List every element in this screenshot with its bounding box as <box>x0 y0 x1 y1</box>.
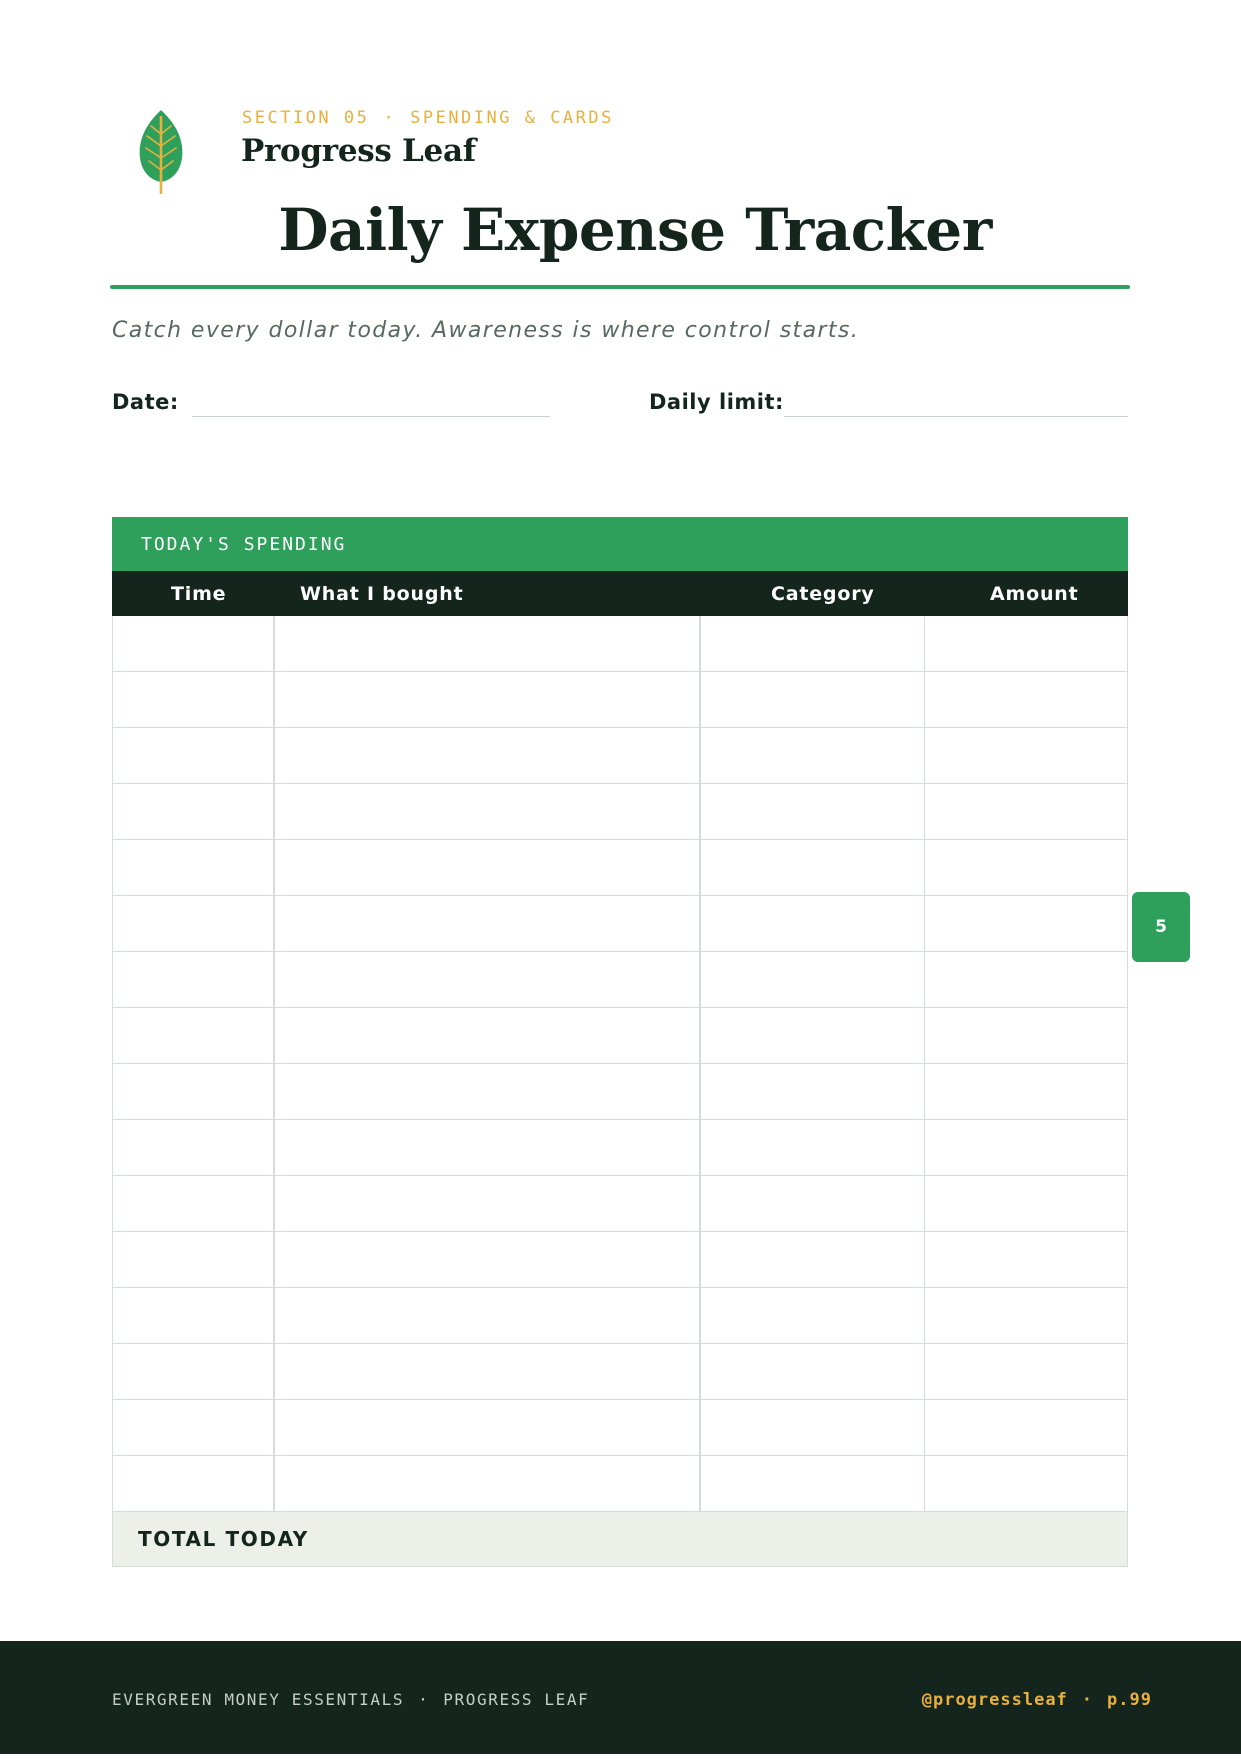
footer-series: EVERGREEN MONEY ESSENTIALS <box>112 1690 405 1709</box>
separator-dot: · <box>1081 1690 1094 1710</box>
category-cell[interactable] <box>701 1008 925 1063</box>
table-row <box>113 1456 1127 1512</box>
section-name: SPENDING & CARDS <box>410 108 614 128</box>
time-cell[interactable] <box>113 840 275 895</box>
amount-cell[interactable] <box>925 1008 1127 1063</box>
footer-handle[interactable]: @progressleaf <box>921 1690 1068 1710</box>
category-cell[interactable] <box>701 616 925 671</box>
table-row <box>113 952 1127 1008</box>
date-field[interactable] <box>192 416 550 417</box>
amount-cell[interactable] <box>925 1456 1127 1511</box>
category-cell[interactable] <box>701 1064 925 1119</box>
item-cell[interactable] <box>275 1064 701 1119</box>
amount-cell[interactable] <box>925 840 1127 895</box>
table-row <box>113 1064 1127 1120</box>
column-header-item: What I bought <box>300 583 464 605</box>
category-cell[interactable] <box>701 952 925 1007</box>
table-header <box>112 571 1128 616</box>
time-cell[interactable] <box>113 1344 275 1399</box>
amount-cell[interactable] <box>925 952 1127 1007</box>
amount-cell[interactable] <box>925 1232 1127 1287</box>
table-row <box>113 840 1127 896</box>
table-body <box>112 616 1128 1512</box>
time-cell[interactable] <box>113 728 275 783</box>
category-cell[interactable] <box>701 1232 925 1287</box>
footer <box>0 1641 1241 1754</box>
table-row <box>113 1008 1127 1064</box>
table-row <box>113 1344 1127 1400</box>
category-cell[interactable] <box>701 1176 925 1231</box>
date-label: Date: <box>112 390 179 414</box>
category-cell[interactable] <box>701 784 925 839</box>
time-cell[interactable] <box>113 672 275 727</box>
table-row <box>113 896 1127 952</box>
time-cell[interactable] <box>113 1232 275 1287</box>
title-divider <box>110 285 1130 289</box>
time-cell[interactable] <box>113 1120 275 1175</box>
total-row <box>112 1512 1128 1567</box>
time-cell[interactable] <box>113 616 275 671</box>
item-cell[interactable] <box>275 1232 701 1287</box>
time-cell[interactable] <box>113 1400 275 1455</box>
table-row <box>113 672 1127 728</box>
footer-page-number: p.99 <box>1107 1690 1152 1710</box>
brand-name: Progress Leaf <box>241 133 476 169</box>
time-cell[interactable] <box>113 784 275 839</box>
page-tab[interactable]: 5 <box>1132 892 1190 962</box>
amount-cell[interactable] <box>925 1344 1127 1399</box>
page-title: Daily Expense Tracker <box>278 196 992 264</box>
leaf-icon <box>136 108 186 194</box>
tagline: Catch every dollar today. Awareness is where control starts. <box>112 318 860 343</box>
total-label: TOTAL TODAY <box>138 1527 309 1551</box>
time-cell[interactable] <box>113 896 275 951</box>
amount-cell[interactable] <box>925 784 1127 839</box>
item-cell[interactable] <box>275 672 701 727</box>
amount-cell[interactable] <box>925 616 1127 671</box>
item-cell[interactable] <box>275 952 701 1007</box>
table-row <box>113 728 1127 784</box>
category-cell[interactable] <box>701 1120 925 1175</box>
footer-credits <box>112 1641 589 1759</box>
item-cell[interactable] <box>275 1344 701 1399</box>
column-header-time: Time <box>171 583 227 605</box>
time-cell[interactable] <box>113 1288 275 1343</box>
time-cell[interactable] <box>113 1456 275 1511</box>
category-cell[interactable] <box>701 1456 925 1511</box>
time-cell[interactable] <box>113 1008 275 1063</box>
section-eyebrow <box>242 108 614 128</box>
item-cell[interactable] <box>275 1456 701 1511</box>
footer-brand: PROGRESS LEAF <box>443 1690 590 1709</box>
amount-cell[interactable] <box>925 896 1127 951</box>
category-cell[interactable] <box>701 840 925 895</box>
daily-limit-field[interactable] <box>784 416 1128 417</box>
category-cell[interactable] <box>701 896 925 951</box>
item-cell[interactable] <box>275 728 701 783</box>
table-row <box>113 1400 1127 1456</box>
column-header-amount: Amount <box>990 583 1079 605</box>
time-cell[interactable] <box>113 1064 275 1119</box>
category-cell[interactable] <box>701 672 925 727</box>
item-cell[interactable] <box>275 1400 701 1455</box>
table-row <box>113 1120 1127 1176</box>
table-row <box>113 784 1127 840</box>
table-row <box>113 1288 1127 1344</box>
table-row <box>113 1176 1127 1232</box>
category-cell[interactable] <box>701 1344 925 1399</box>
category-cell[interactable] <box>701 1288 925 1343</box>
item-cell[interactable] <box>275 1288 701 1343</box>
amount-cell[interactable] <box>925 1288 1127 1343</box>
item-cell[interactable] <box>275 1176 701 1231</box>
item-cell[interactable] <box>275 1008 701 1063</box>
item-cell[interactable] <box>275 784 701 839</box>
category-cell[interactable] <box>701 728 925 783</box>
footer-meta <box>922 1641 1152 1759</box>
amount-cell[interactable] <box>925 1176 1127 1231</box>
amount-cell[interactable] <box>925 1400 1127 1455</box>
separator-dot: · <box>383 108 397 128</box>
item-cell[interactable] <box>275 616 701 671</box>
column-header-category: Category <box>771 583 875 605</box>
amount-cell[interactable] <box>925 728 1127 783</box>
table-row <box>113 616 1127 672</box>
table-row <box>113 1232 1127 1288</box>
amount-cell[interactable] <box>925 1064 1127 1119</box>
amount-cell[interactable] <box>925 672 1127 727</box>
separator-dot: · <box>418 1690 430 1709</box>
table-banner: TODAY'S SPENDING <box>112 517 1128 571</box>
section-label: SECTION 05 <box>242 108 370 128</box>
item-cell[interactable] <box>275 1120 701 1175</box>
daily-limit-label: Daily limit: <box>649 390 784 414</box>
time-cell[interactable] <box>113 1176 275 1231</box>
item-cell[interactable] <box>275 840 701 895</box>
amount-cell[interactable] <box>925 1120 1127 1175</box>
category-cell[interactable] <box>701 1400 925 1455</box>
spending-table <box>112 517 1128 1567</box>
item-cell[interactable] <box>275 896 701 951</box>
time-cell[interactable] <box>113 952 275 1007</box>
